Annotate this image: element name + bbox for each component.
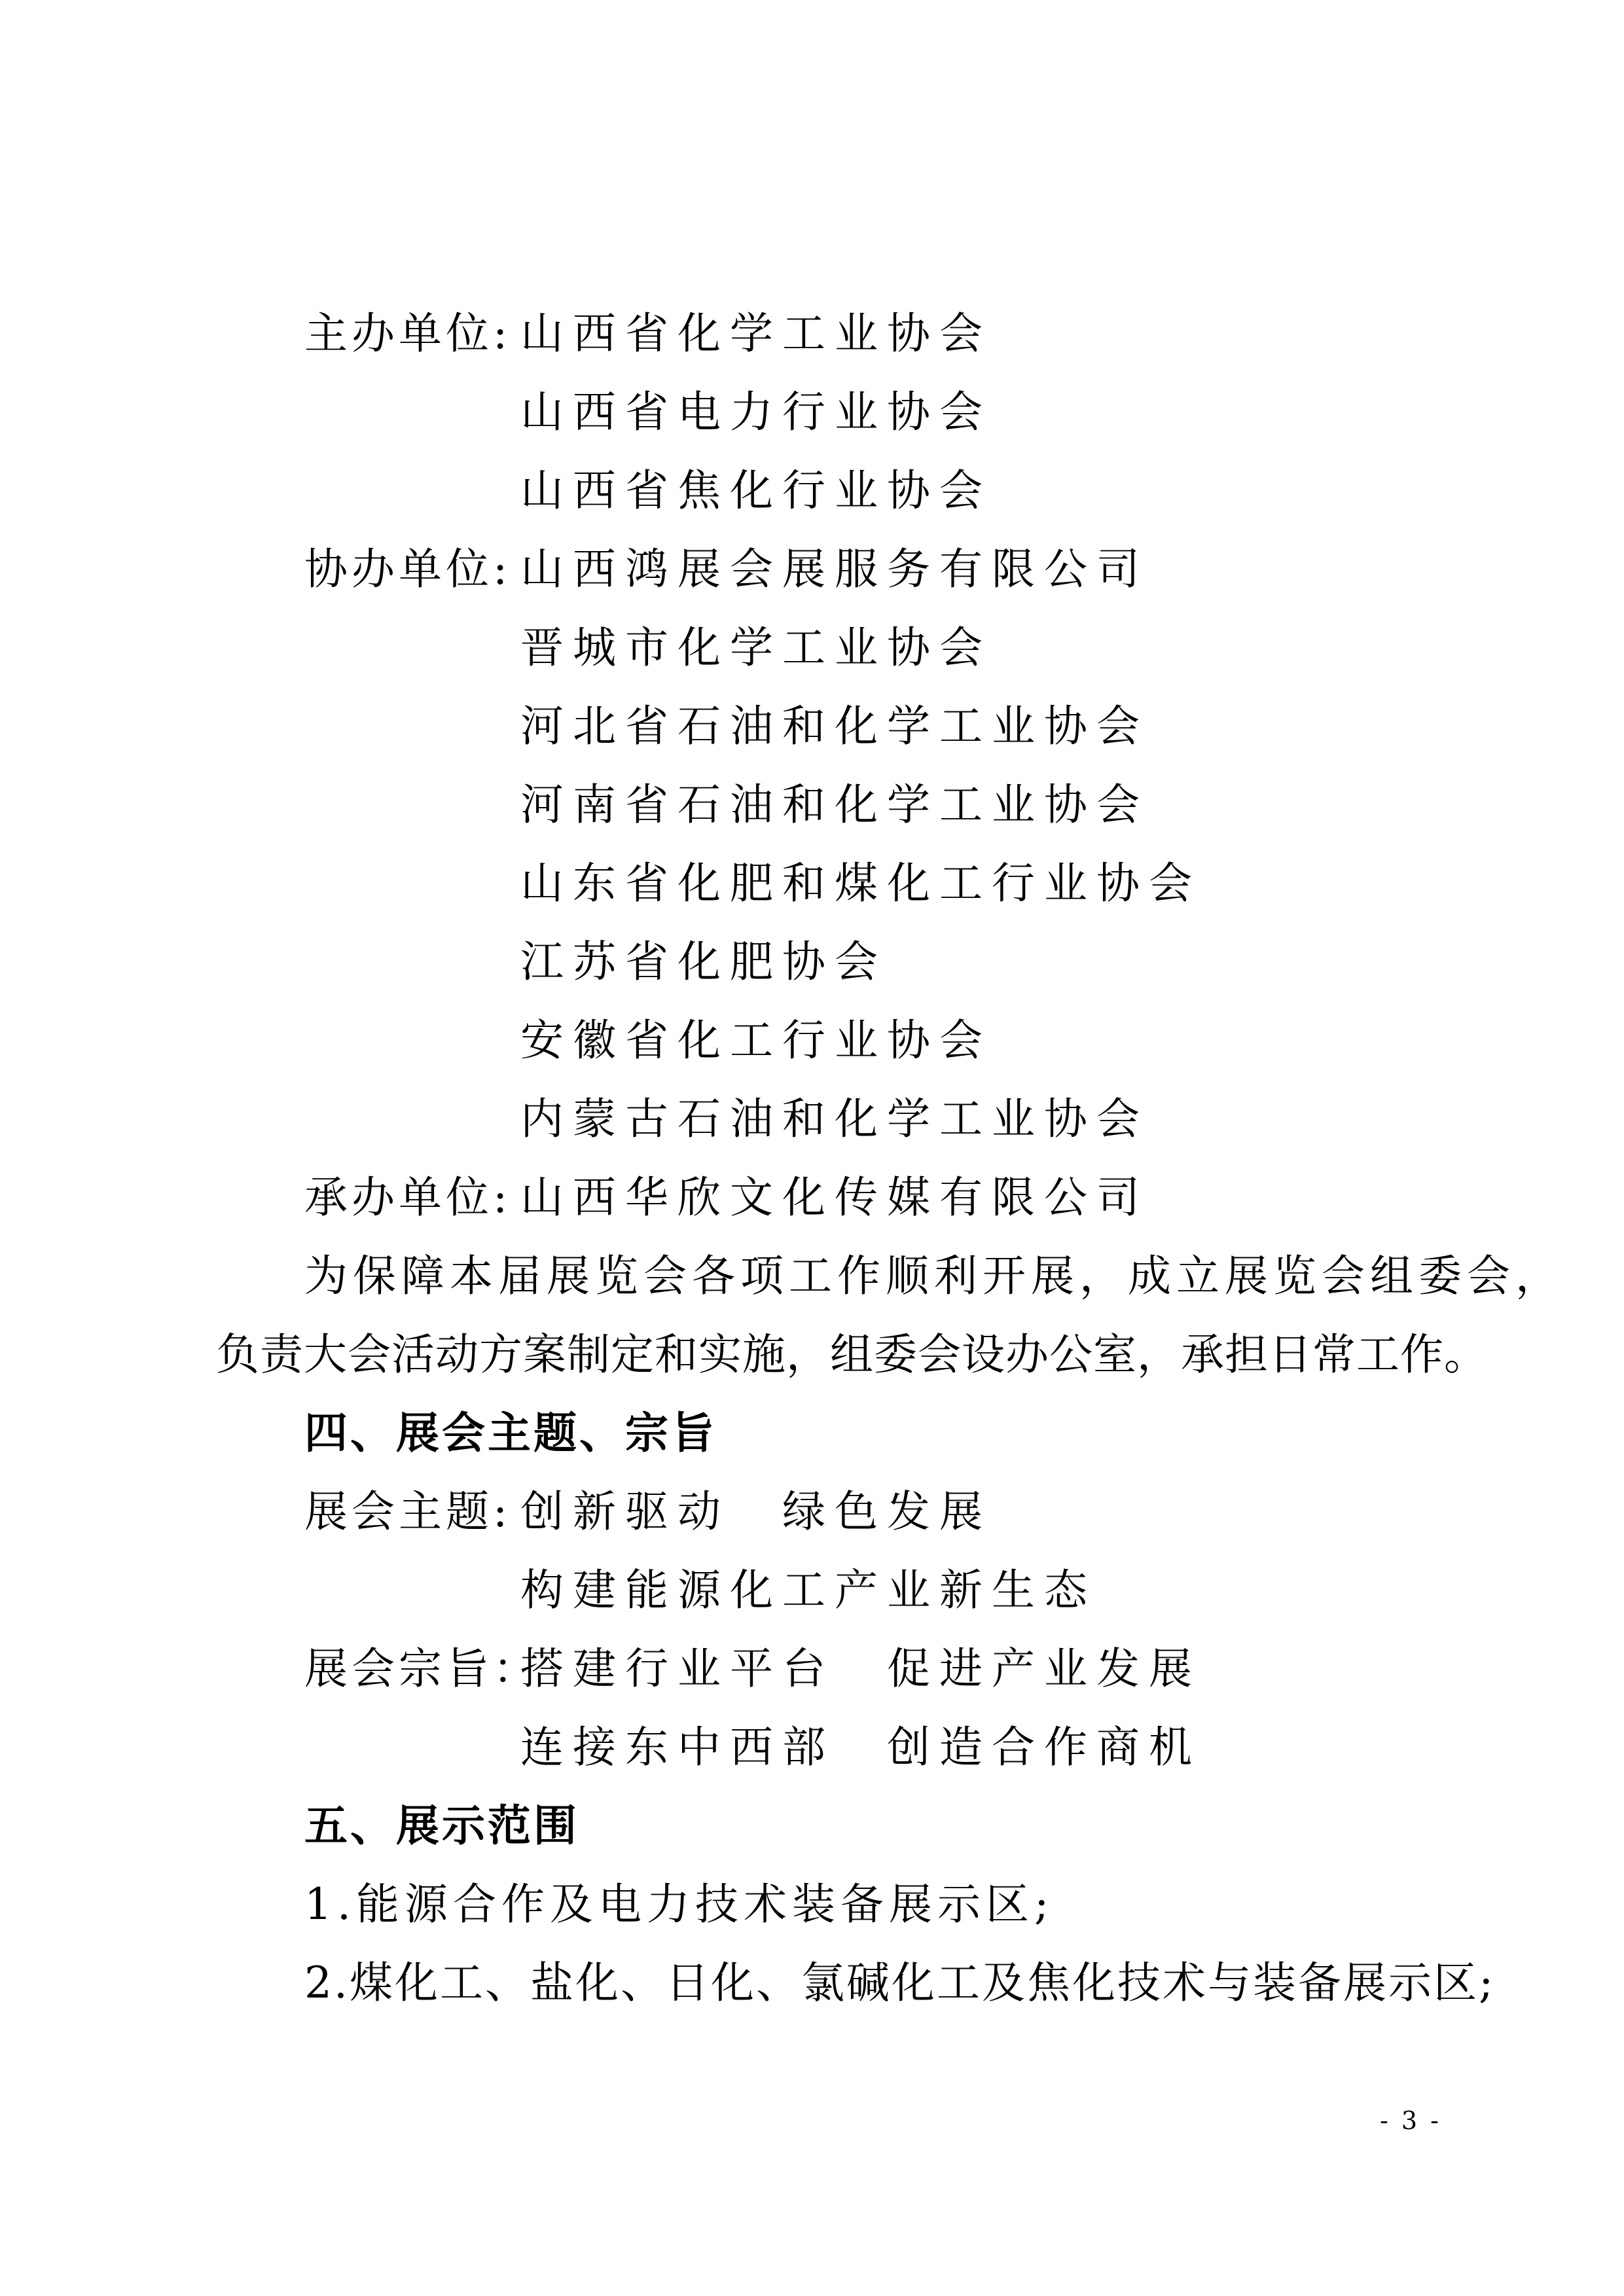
host-organizer-unit: 山西省化学工业协会 [520,308,992,359]
co-organizer-unit: 安徽省化工行业协会 [520,1015,992,1066]
theme-line: 构建能源化工产业新生态 [520,1565,1096,1615]
purpose-label: 展会宗旨： [304,1643,540,1694]
theme-label: 展会主题: [304,1486,512,1537]
co-organizer-unit: 山西鸿展会展服务有限公司 [520,544,1149,594]
co-organizer-unit: 晋城市化学工业协会 [520,622,992,673]
page-number: - 3 - [1380,2106,1442,2135]
theme-line: 创新驱动 绿色发展 [520,1486,992,1537]
section-four-heading: 四、展会主题、宗旨 [304,1408,717,1458]
co-organizer-unit: 江苏省化肥协会 [520,937,887,987]
co-organizer-unit: 山东省化肥和煤化工行业协会 [520,858,1201,908]
undertaker-label: 承办单位: [304,1172,512,1223]
exhibit-area-item: 2.煤化工、盐化、日化、氯碱化工及焦化技术与装备展示区; [304,1958,1496,2008]
co-organizer-label: 协办单位: [304,544,512,594]
host-organizer-unit: 山西省电力行业协会 [520,387,992,437]
co-organizer-unit: 内蒙古石油和化学工业协会 [520,1094,1149,1144]
undertaker-unit: 山西华欣文化传媒有限公司 [520,1172,1149,1223]
exhibit-area-item: 1.能源合作及电力技术装备展示区; [304,1879,1055,1929]
committee-paragraph-line: 为保障本届展览会各项工作顺利开展，成立展览会组委会， [304,1251,1564,1301]
purpose-line: 搭建行业平台 促进产业发展 [520,1643,1201,1694]
host-organizer-label: 主办单位: [304,308,512,359]
section-five-heading: 五、展示范围 [304,1801,579,1851]
purpose-line: 连接东中西部 创造合作商机 [520,1722,1201,1772]
co-organizer-unit: 河北省石油和化学工业协会 [520,701,1149,751]
committee-paragraph-line: 负责大会活动方案制定和实施，组委会设办公室，承担日常工作。 [216,1329,1488,1380]
host-organizer-unit: 山西省焦化行业协会 [520,465,992,516]
co-organizer-unit: 河南省石油和化学工业协会 [520,780,1149,830]
